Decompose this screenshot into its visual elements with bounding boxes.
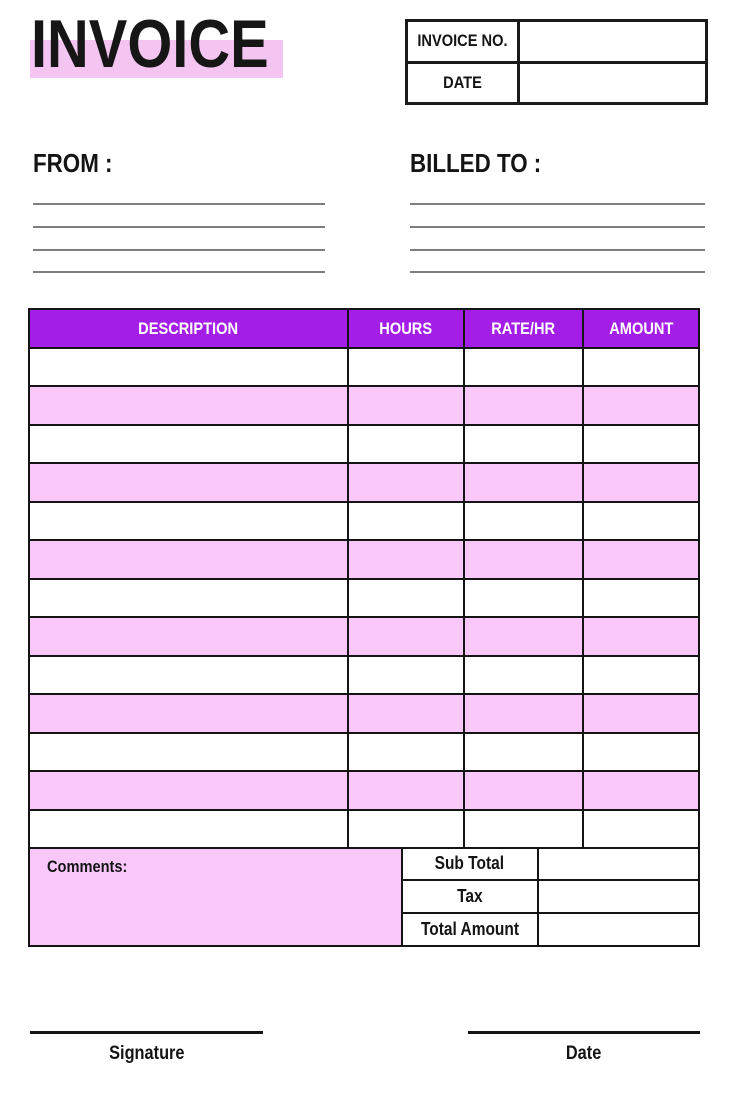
table-cell[interactable]	[582, 772, 698, 808]
table-cell[interactable]	[30, 503, 347, 539]
table-cell[interactable]	[347, 734, 463, 770]
table-cell[interactable]	[463, 580, 582, 616]
table-cell[interactable]	[347, 541, 463, 577]
from-write-in-line[interactable]	[33, 226, 325, 228]
invoice-date-label	[408, 64, 520, 103]
table-cell[interactable]	[582, 349, 698, 385]
table-cell[interactable]	[463, 657, 582, 693]
table-cell[interactable]	[582, 387, 698, 423]
subtotal-row	[401, 847, 701, 880]
table-cell[interactable]	[347, 772, 463, 808]
table-cell[interactable]	[582, 541, 698, 577]
table-cell[interactable]	[347, 387, 463, 423]
table-cell[interactable]	[30, 734, 347, 770]
table-cell[interactable]	[30, 541, 347, 577]
billed-to-write-in-line[interactable]	[410, 226, 705, 228]
invoice-number-input[interactable]	[520, 22, 705, 61]
page-title: INVOICE	[31, 6, 269, 82]
table-row	[30, 655, 698, 693]
invoice-number-label-text: INVOICE NO.	[417, 31, 508, 51]
table-cell[interactable]	[347, 503, 463, 539]
table-cell[interactable]	[347, 426, 463, 462]
table-cell[interactable]	[582, 618, 698, 654]
table-cell[interactable]	[463, 464, 582, 500]
table-cell[interactable]	[347, 349, 463, 385]
table-cell[interactable]	[30, 618, 347, 654]
signature-line[interactable]	[30, 1031, 263, 1034]
invoice-number-label	[408, 22, 520, 61]
column-header-hours	[347, 310, 463, 347]
table-row	[30, 424, 698, 462]
table-cell[interactable]	[347, 618, 463, 654]
total-amount-label	[403, 914, 539, 945]
tax-label-text: Tax	[456, 886, 483, 906]
from-write-in-line[interactable]	[33, 271, 325, 273]
table-cell[interactable]	[463, 734, 582, 770]
column-header-rate-hr	[463, 310, 582, 347]
table-cell[interactable]	[463, 695, 582, 731]
total-amount-input[interactable]	[539, 914, 699, 945]
table-cell[interactable]	[582, 734, 698, 770]
billed-to-label-text: BILLED TO :	[410, 148, 542, 178]
column-header-description	[30, 310, 347, 347]
table-cell[interactable]	[30, 657, 347, 693]
table-cell[interactable]	[30, 772, 347, 808]
table-cell[interactable]	[347, 464, 463, 500]
table-row	[30, 539, 698, 577]
from-write-in-line[interactable]	[33, 203, 325, 205]
table-row	[30, 347, 698, 385]
table-cell[interactable]	[463, 811, 582, 847]
table-cell[interactable]	[347, 811, 463, 847]
signature-label-text: Signature	[108, 1043, 185, 1064]
total-amount-label-text: Total Amount	[420, 918, 519, 939]
total-amount-row	[401, 912, 701, 947]
from-label-text: FROM :	[33, 148, 113, 178]
items-table	[28, 308, 700, 849]
date-line[interactable]	[468, 1031, 700, 1034]
column-header-amount-text: AMOUNT	[608, 318, 673, 338]
tax-row	[401, 879, 701, 912]
table-header-row	[30, 310, 698, 347]
table-cell[interactable]	[30, 387, 347, 423]
table-cell[interactable]	[463, 541, 582, 577]
table-row	[30, 732, 698, 770]
table-cell[interactable]	[347, 580, 463, 616]
table-cell[interactable]	[30, 695, 347, 731]
table-row	[30, 809, 698, 847]
table-row	[30, 501, 698, 539]
table-cell[interactable]	[582, 503, 698, 539]
billed-to-label	[410, 148, 563, 179]
table-row	[30, 770, 698, 808]
table-cell[interactable]	[347, 695, 463, 731]
table-row	[30, 616, 698, 654]
invoice-meta-box	[405, 19, 708, 105]
tax-label	[403, 881, 539, 912]
table-cell[interactable]	[30, 811, 347, 847]
table-cell[interactable]	[463, 772, 582, 808]
table-cell[interactable]	[30, 464, 347, 500]
from-write-in-line[interactable]	[33, 249, 325, 251]
comments-box[interactable]	[28, 847, 403, 947]
billed-to-write-in-line[interactable]	[410, 203, 705, 205]
table-cell[interactable]	[30, 349, 347, 385]
comments-label: Comments:	[47, 856, 128, 876]
table-cell[interactable]	[347, 657, 463, 693]
invoice-date-label-text: DATE	[443, 72, 482, 92]
table-cell[interactable]	[582, 695, 698, 731]
table-cell[interactable]	[463, 618, 582, 654]
table-cell[interactable]	[582, 426, 698, 462]
subtotal-label	[403, 849, 539, 880]
table-row	[30, 693, 698, 731]
subtotal-label-text: Sub Total	[434, 853, 505, 874]
table-cell[interactable]	[463, 503, 582, 539]
table-row	[30, 385, 698, 423]
billed-to-write-in-line[interactable]	[410, 249, 705, 251]
table-cell[interactable]	[463, 387, 582, 423]
table-cell[interactable]	[30, 426, 347, 462]
column-header-description-text: DESCRIPTION	[138, 318, 239, 338]
subtotal-input[interactable]	[539, 849, 699, 880]
totals-section	[401, 847, 701, 947]
from-label	[33, 148, 125, 179]
billed-to-write-in-line[interactable]	[410, 271, 705, 273]
invoice-date-input[interactable]	[520, 64, 705, 103]
invoice-number-row	[408, 22, 705, 61]
table-cell[interactable]	[582, 580, 698, 616]
table-cell[interactable]	[30, 580, 347, 616]
table-cell[interactable]	[582, 811, 698, 847]
tax-input[interactable]	[539, 881, 699, 912]
date-footer-label-text: Date	[566, 1043, 602, 1064]
date-footer-label	[468, 1043, 700, 1065]
column-header-amount	[582, 310, 698, 347]
table-cell[interactable]	[463, 426, 582, 462]
column-header-hours-text: HOURS	[379, 318, 433, 338]
table-cell[interactable]	[582, 464, 698, 500]
invoice-date-row	[408, 61, 705, 103]
table-row	[30, 578, 698, 616]
signature-label	[30, 1043, 263, 1065]
column-header-rate-hr-text: RATE/HR	[491, 318, 556, 338]
table-cell[interactable]	[582, 657, 698, 693]
table-row	[30, 462, 698, 500]
table-cell[interactable]	[463, 349, 582, 385]
